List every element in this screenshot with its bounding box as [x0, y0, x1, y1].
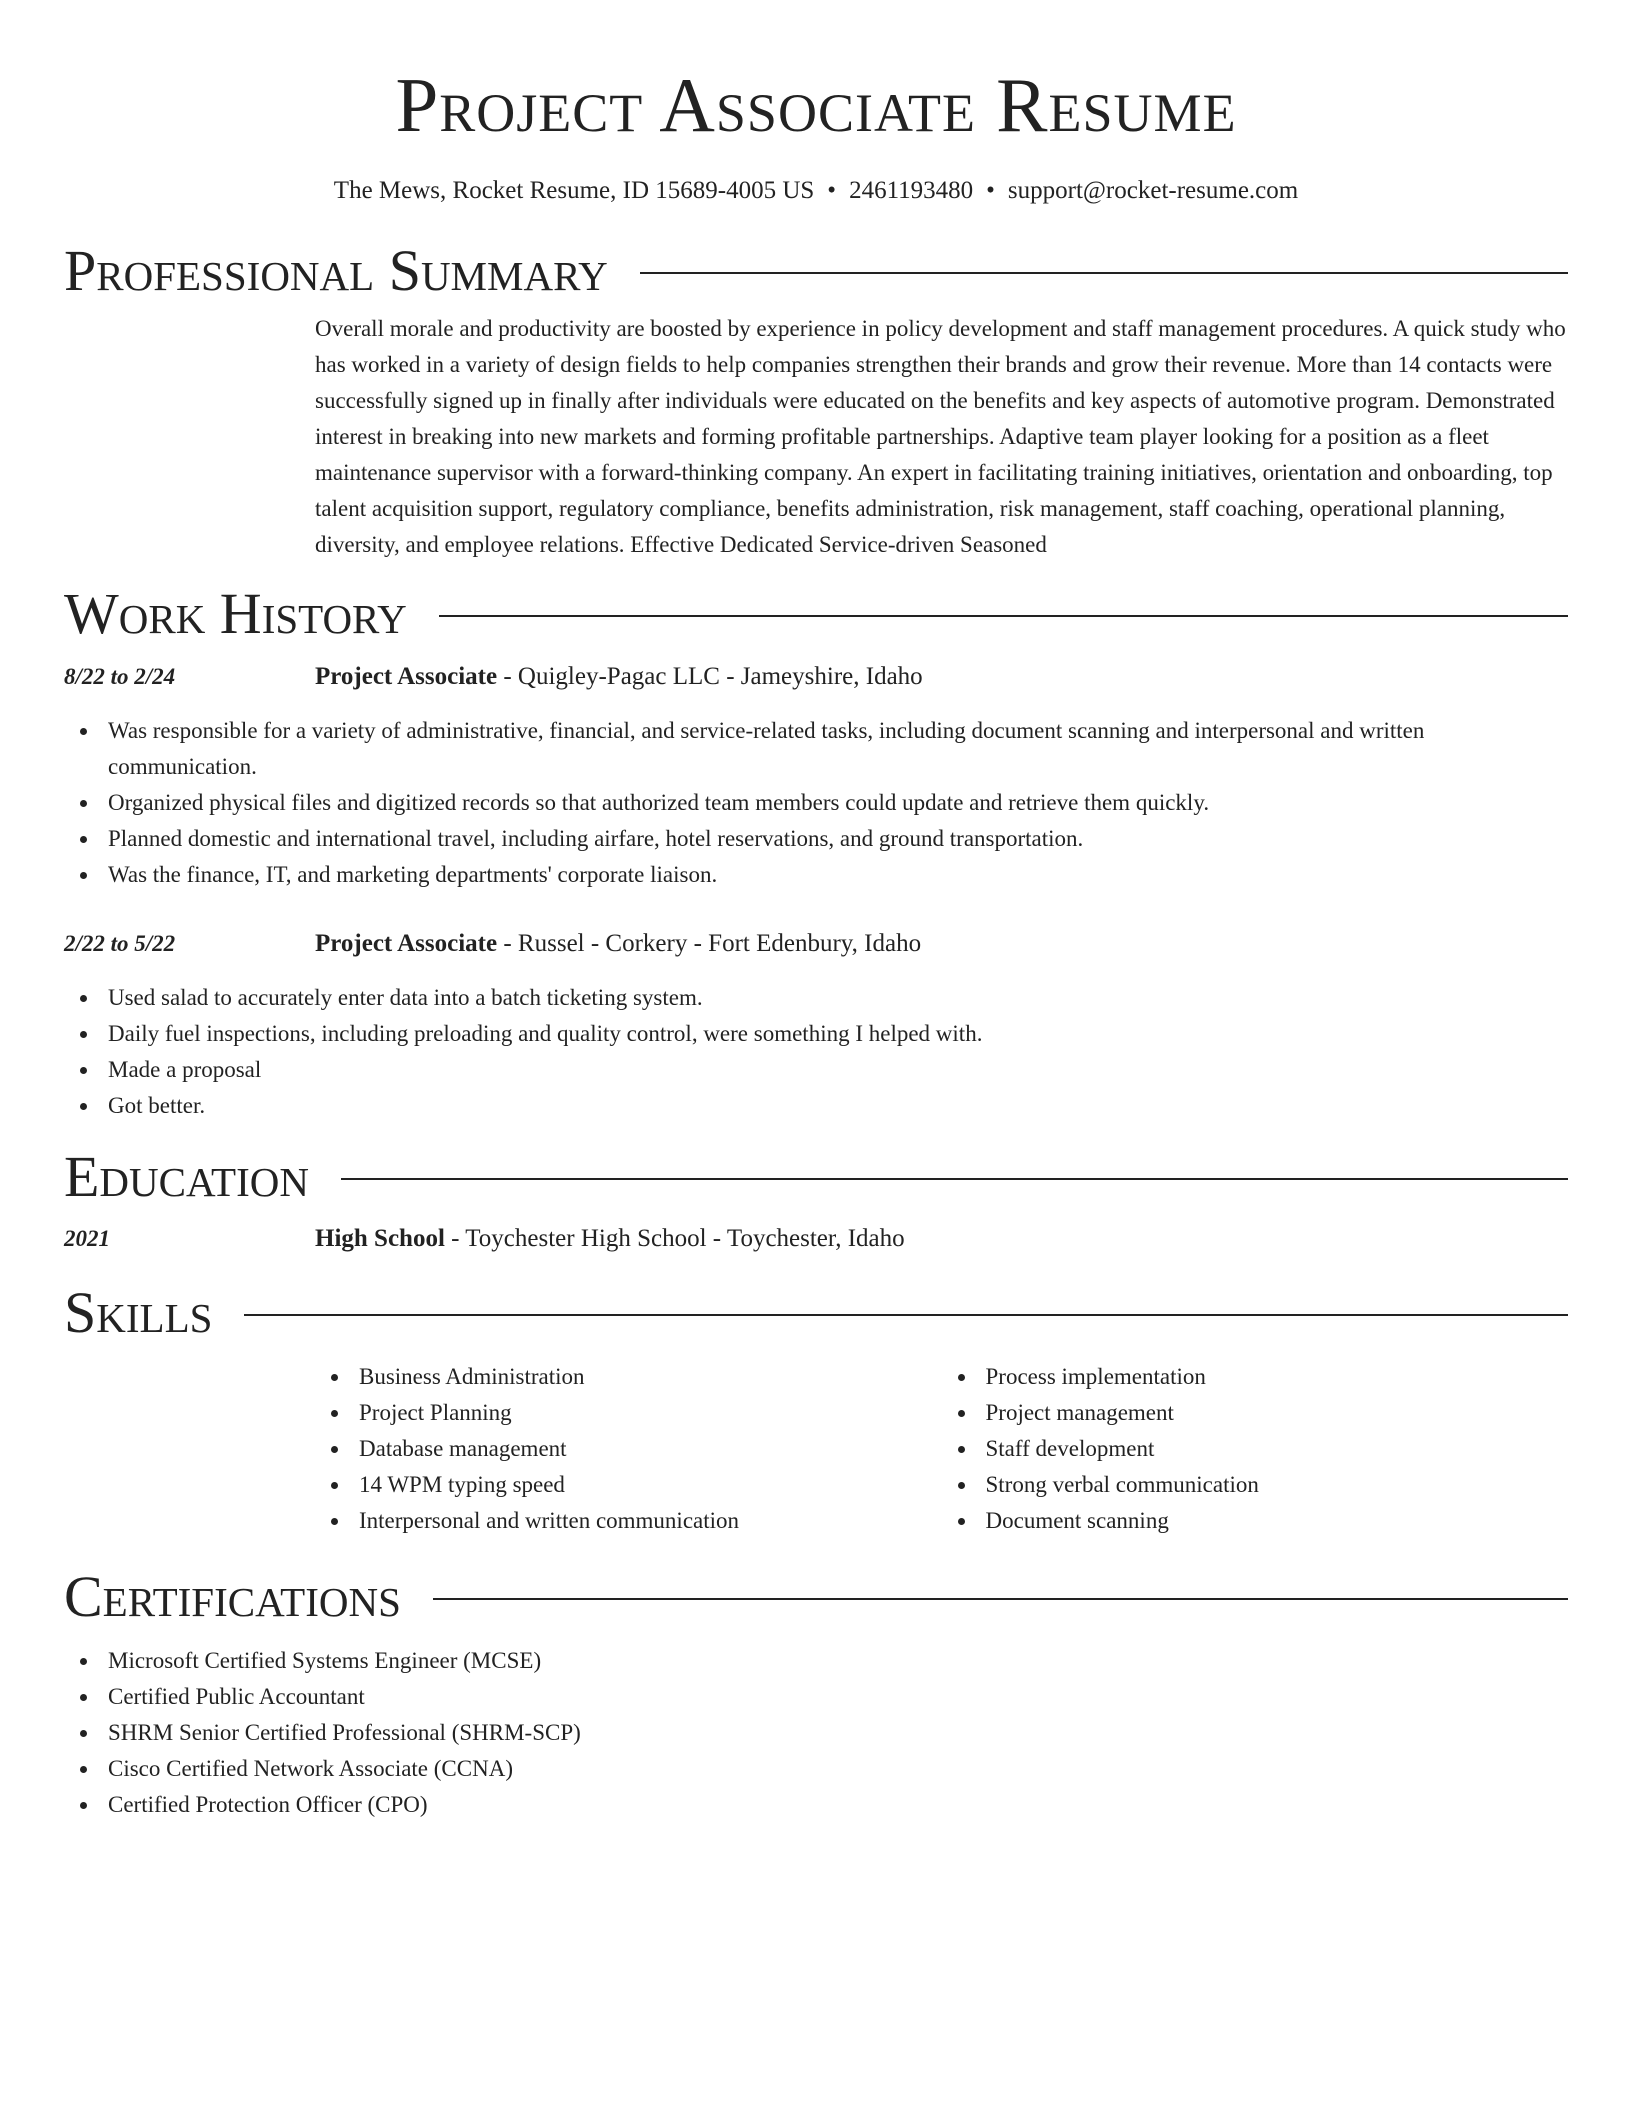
job-bullets: [64, 980, 1568, 1124]
job-entry: [64, 926, 1568, 1124]
section-divider: [433, 1598, 1568, 1600]
certification-item: Certified Public Accountant: [108, 1679, 1568, 1715]
certification-item: Microsoft Certified Systems Engineer (MCSE): [108, 1643, 1568, 1679]
education-school: - Toychester High School - Toychester, Idaho: [444, 1225, 905, 1252]
skill-item: Staff development: [986, 1431, 1569, 1467]
section-divider: [341, 1178, 1568, 1180]
skill-item: Document scanning: [986, 1503, 1569, 1539]
work-section-header: [64, 582, 1568, 646]
job-header: [64, 926, 1568, 962]
certifications-heading: Certifications: [64, 1564, 401, 1629]
contact-address: The Mews, Rocket Resume, ID 15689-4005 US: [333, 177, 815, 204]
skills-columns: [315, 1359, 1568, 1539]
job-title: Project Associate: [315, 930, 498, 957]
certifications-section-header: [64, 1565, 1568, 1629]
summary-heading: Professional Summary: [64, 238, 608, 303]
work-heading: Work History: [64, 581, 407, 646]
skills-section-header: [64, 1281, 1568, 1345]
section-divider: [640, 272, 1568, 274]
certifications-list: [64, 1643, 1568, 1823]
section-divider: [439, 615, 1568, 617]
resume-title: Project Associate Resume: [395, 62, 1237, 148]
skill-item: Business Administration: [359, 1359, 942, 1395]
job-bullet: Planned domestic and international travel, including airfare, hotel reservations, and ground transportation.: [108, 821, 1568, 857]
job-dates: 2/22 to 5/22: [64, 931, 176, 956]
job-header: [64, 659, 1568, 695]
contact-separator: •: [986, 177, 995, 204]
job-entry: [64, 659, 1568, 893]
education-section-header: [64, 1145, 1568, 1209]
job-bullet: Daily fuel inspections, including preloading and quality control, were something I helped with.: [108, 1016, 1568, 1052]
summary-section: [315, 311, 1568, 563]
section-divider: [244, 1314, 1568, 1316]
job-bullet: Organized physical files and digitized records so that authorized team members could update and retrieve them quickly.: [108, 785, 1568, 821]
job-bullet: Made a proposal: [108, 1052, 1568, 1088]
summary-section-header: [64, 239, 1568, 303]
job-bullet: Was the finance, IT, and marketing departments' corporate liaison.: [108, 857, 1568, 893]
skill-item: Interpersonal and written communication: [359, 1503, 942, 1539]
skill-item: Strong verbal communication: [986, 1467, 1569, 1503]
job-bullets: [64, 713, 1568, 893]
education-heading: Education: [64, 1144, 309, 1209]
job-bullet: Got better.: [108, 1088, 1568, 1124]
job-employer: - Quigley-Pagac LLC - Jameyshire, Idaho: [497, 663, 923, 690]
skills-list-left: [315, 1359, 942, 1539]
job-bullet: Used salad to accurately enter data into a batch ticketing system.: [108, 980, 1568, 1016]
skill-item: Project Planning: [359, 1395, 942, 1431]
job-employer: - Russel - Corkery - Fort Edenbury, Idaho: [497, 930, 922, 957]
summary-text: Overall morale and productivity are boosted by experience in policy development and staff management procedures. A quick study who has worked in a variety of design fields to help companies strengthen their brands and grow their revenue. More than 14 contacts were successfully signed up in finally after individuals were educated on the benefits and key aspects of automotive program. Demonstrated interest in breaking into new markets and forming profitable partnerships. Adaptive team player looking for a position as a fleet maintenance supervisor with a forward-thinking company. An expert in facilitating training initiatives, orientation and onboarding, top talent acquisition support, regulatory compliance, benefits administration, risk management, staff coaching, operational planning, diversity, and employee relations. Effective Dedicated Service-driven Seasoned: [315, 316, 1566, 557]
contact-email: support@rocket-resume.com: [1007, 177, 1299, 204]
resume-page: [64, 0, 1568, 1823]
job-dates: 8/22 to 2/24: [64, 664, 176, 689]
skills-list-right: [942, 1359, 1569, 1539]
contact-separator: •: [827, 177, 837, 204]
education-line: [315, 1221, 905, 1257]
job-bullet: Was responsible for a variety of administrative, financial, and service-related tasks, including document scanning and interpersonal and written communication.: [108, 713, 1568, 785]
contact-phone: 2461193480: [849, 177, 974, 204]
education-entry: [64, 1221, 1568, 1257]
job-title: Project Associate: [315, 663, 498, 690]
skill-item: Process implementation: [986, 1359, 1569, 1395]
skill-item: Database management: [359, 1431, 942, 1467]
skill-item: Project management: [986, 1395, 1569, 1431]
certification-item: Certified Protection Officer (CPO): [108, 1787, 1568, 1823]
education-degree: High School: [315, 1225, 445, 1252]
job-title-line: [315, 659, 923, 695]
skills-heading: Skills: [64, 1280, 213, 1345]
skill-item: 14 WPM typing speed: [359, 1467, 942, 1503]
certification-item: Cisco Certified Network Associate (CCNA): [108, 1751, 1568, 1787]
job-title-line: [315, 926, 921, 962]
contact-line: [64, 174, 1568, 208]
education-year: 2021: [64, 1226, 110, 1251]
certification-item: SHRM Senior Certified Professional (SHRM-SCP): [108, 1715, 1568, 1751]
